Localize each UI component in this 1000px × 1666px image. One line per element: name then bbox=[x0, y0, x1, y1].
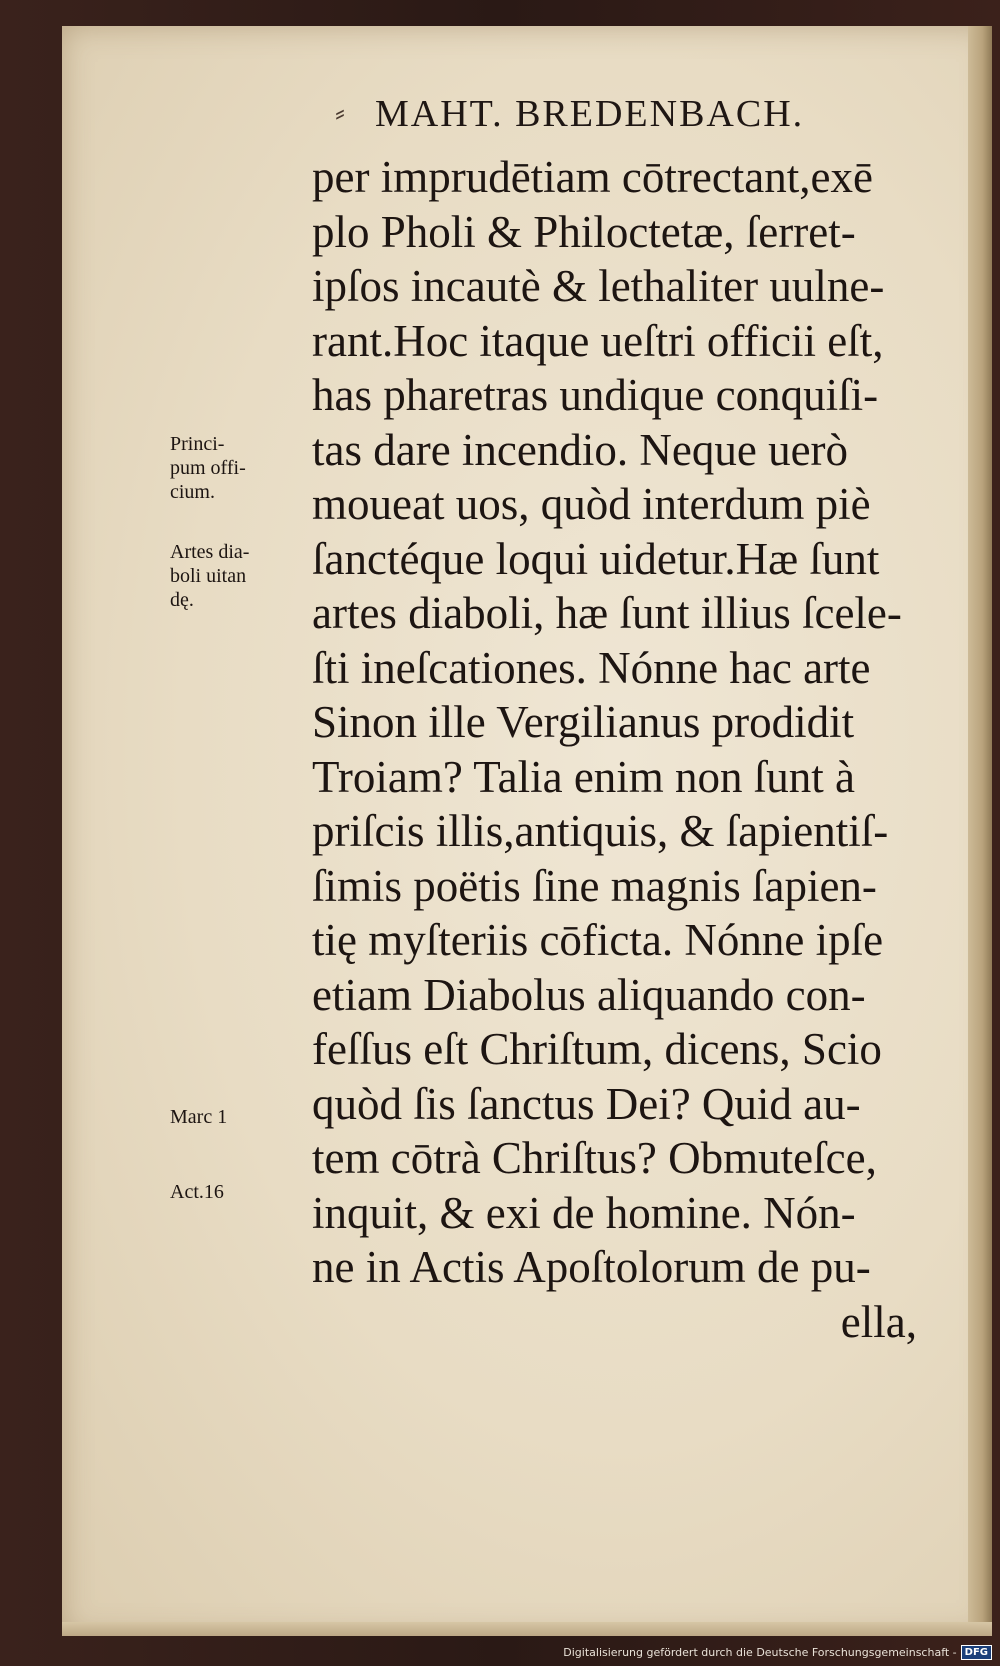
text-line: has pharetras undique conquiſi- bbox=[312, 370, 879, 420]
text-line: tas dare incendio. Neque uerò bbox=[312, 424, 849, 475]
text-line: priſcis illis,antiquis, & ſapientiſ- bbox=[312, 806, 889, 856]
margin-note-act: Act.16 bbox=[170, 1181, 224, 1203]
text-line: rant.Hoc itaque ueſtri officii eſt, bbox=[312, 315, 884, 366]
digitization-footer bbox=[563, 1645, 992, 1660]
text-line: inquit, & exi de homine. Nón- bbox=[312, 1187, 856, 1238]
text-line: per imprudētiam cōtrectant,exē bbox=[312, 152, 873, 202]
margin-note-artes: Artes dia- boli uitan dę. bbox=[170, 541, 250, 611]
text-line: ſti ineſcationes. Nónne hac arte bbox=[312, 642, 871, 693]
text-line: Sinon ille Vergilianus prodidit bbox=[312, 697, 855, 747]
margin-note-marc: Marc 1 bbox=[170, 1106, 228, 1128]
dfg-logo-icon: DFG bbox=[961, 1645, 992, 1660]
text-line: moueat uos, quòd interdum piè bbox=[312, 479, 871, 529]
text-line: plo Pholi & Philoctetæ, ſerret- bbox=[312, 206, 856, 257]
catchword: ella, bbox=[840, 1296, 917, 1347]
text-line: feſſus eſt Chriſtum, dicens, Scio bbox=[312, 1024, 882, 1074]
text-line: Troiam? Talia enim non ſunt à bbox=[312, 751, 856, 802]
text-line: ſanctéque loqui uidetur.Hæ ſunt bbox=[312, 533, 880, 584]
ornament-mark: ⸗ bbox=[335, 96, 345, 129]
text-line: tem cōtrà Chriſtus? Obmuteſce, bbox=[312, 1133, 877, 1183]
text-line: tię myſteriis cōficta. Nónne ipſe bbox=[312, 915, 884, 965]
text-line: etiam Diabolus aliquando con- bbox=[312, 969, 866, 1020]
text-line: ne in Actis Apoſtolorum de pu- bbox=[312, 1242, 871, 1292]
text-line: artes diaboli, hæ ſunt illius ſcele- bbox=[312, 588, 902, 638]
page-edge-bottom bbox=[62, 1622, 992, 1636]
footer-text: Digitalisierung gefördert durch die Deutsche Forschungsgemeinschaft - bbox=[563, 1646, 957, 1659]
text-line: ſimis poëtis ſine magnis ſapien- bbox=[312, 860, 877, 911]
text-line: ipſos incautè & lethaliter uulne- bbox=[312, 261, 885, 311]
page-edge bbox=[968, 26, 992, 1636]
body-text bbox=[312, 150, 952, 1349]
running-head: MAHT. BREDENBACH. bbox=[375, 93, 805, 135]
text-line: quòd ſis ſanctus Dei? Quid au- bbox=[312, 1078, 861, 1129]
margin-note-principum: Princi- pum offi- cium. bbox=[170, 433, 246, 503]
